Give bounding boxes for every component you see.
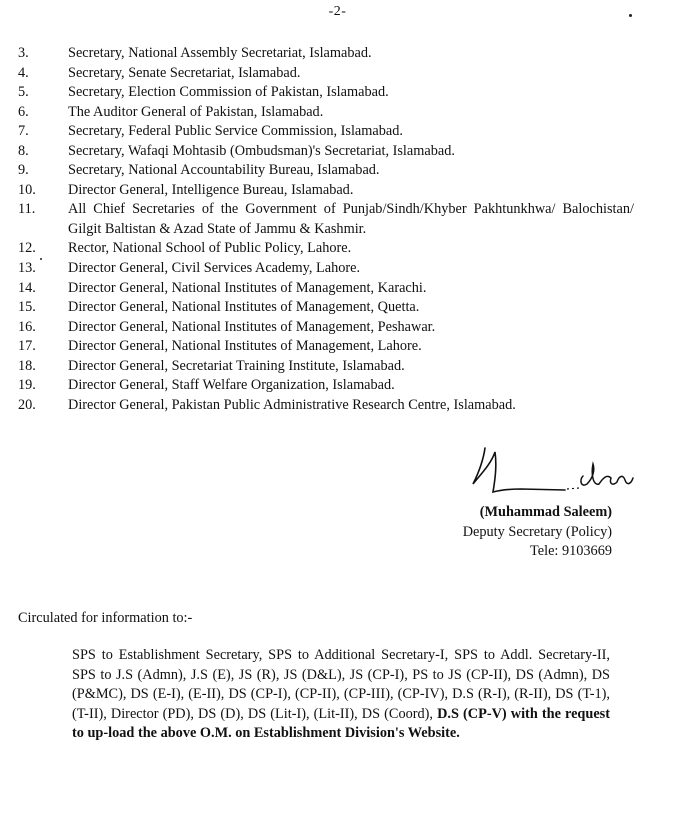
list-item	[18, 337, 658, 357]
signatory-designation: Deputy Secretary (Policy)	[462, 523, 612, 540]
list-item	[18, 142, 658, 162]
item-text: Director General, National Institutes of Management, Lahore.	[68, 338, 422, 355]
item-text: Director General, Intelligence Bureau, Islamabad.	[68, 181, 354, 198]
list-item	[18, 376, 658, 396]
list-item	[18, 298, 658, 318]
item-number: 10.	[18, 181, 36, 198]
list-item	[18, 318, 658, 338]
item-number: 15.	[18, 299, 36, 316]
item-text: Secretary, National Accountability Bureau, Islamabad.	[68, 162, 380, 179]
item-number: 13.	[18, 260, 36, 277]
item-text: Director General, National Institutes of Management, Quetta.	[68, 299, 420, 316]
list-item	[18, 103, 658, 123]
circulation-heading: Circulated for information to:-	[18, 610, 193, 626]
circulation-recipients: SPS to Establishment Secretary, SPS to Additional Secretary-I, SPS to Addl. Secretary-II, SPS to J.S (Admn), J.S (E), JS (R), JS (D&L), JS (CP-I), PS to JS (CP-II), DS (Admn), DS (P&MC), DS (E-I), (E-II), DS (CP-I), (CP-II), (CP-III), (CP-IV), D.S (R-I), (R-II), DS (T-1), (T-II), Director (PD), DS (D), DS (Lit-I), (Lit-II), DS (Coord),	[72, 647, 610, 722]
item-number: 20.	[18, 396, 36, 413]
item-number: 11.	[18, 201, 36, 218]
circulation-request: D.S (CP-V) with the request to up-load the above O.M. on Establishment Division's Website.	[72, 705, 610, 742]
item-text: Secretary, Election Commission of Pakistan, Islamabad.	[68, 84, 389, 101]
item-text: All Chief Secretaries of the Government of Punjab/Sindh/Khyber Pakhtunkhwa/ Balochistan/ Gilgit Baltistan & Azad State of Jammu & Kashmir.	[68, 201, 634, 237]
item-text: Secretary, Federal Public Service Commission, Islamabad.	[68, 123, 403, 140]
signature-block	[420, 503, 612, 562]
item-number: 8.	[18, 142, 29, 159]
item-text: Director General, National Institutes of Management, Peshawar.	[68, 318, 436, 335]
item-number: 3.	[18, 45, 29, 61]
page-number: -2-	[328, 4, 347, 19]
item-number: 7.	[18, 123, 29, 140]
item-number: 9.	[18, 162, 29, 179]
item-text: Rector, National School of Public Policy, Lahore.	[68, 240, 352, 257]
list-item	[18, 396, 658, 416]
item-text: Director General, Pakistan Public Administrative Research Centre, Islamabad.	[68, 396, 516, 413]
item-text: Director General, Civil Services Academy, Lahore.	[68, 260, 361, 277]
item-number: 14.	[18, 279, 36, 296]
item-number: 16.	[18, 318, 36, 335]
item-text: The Auditor General of Pakistan, Islamabad.	[68, 103, 324, 120]
signatory-phone: Tele: 9103669	[530, 543, 612, 559]
item-number: 18.	[18, 357, 36, 374]
list-item	[18, 44, 658, 64]
item-text: Director General, Secretariat Training Institute, Islamabad.	[68, 357, 405, 374]
list-item	[18, 161, 658, 181]
item-number: 6.	[18, 103, 29, 120]
list-item	[18, 83, 658, 103]
signatory-name: (Muhammad Saleem)	[479, 504, 612, 520]
list-item	[18, 64, 658, 84]
scan-speck	[629, 14, 632, 17]
distribution-list	[18, 44, 658, 415]
list-item	[18, 357, 658, 377]
item-text: Secretary, Senate Secretariat, Islamabad.	[68, 64, 301, 81]
item-text: Director General, Staff Welfare Organization, Islamabad.	[68, 377, 395, 394]
list-item	[18, 122, 658, 142]
circulation-body	[72, 646, 610, 744]
item-number: 19.	[18, 377, 36, 394]
list-item	[18, 259, 658, 279]
item-number: 12.	[18, 240, 36, 257]
item-number: 17.	[18, 338, 36, 355]
item-number: 5.	[18, 84, 29, 101]
list-item	[18, 239, 658, 259]
item-text: Director General, National Institutes of Management, Karachi.	[68, 279, 427, 296]
item-text: Secretary, National Assembly Secretariat, Islamabad.	[68, 45, 372, 61]
item-number: 4.	[18, 64, 29, 81]
handwritten-signature	[455, 440, 645, 500]
item-text: Secretary, Wafaqi Mohtasib (Ombudsman)'s Secretariat, Islamabad.	[68, 142, 455, 159]
list-item	[18, 200, 658, 239]
list-item	[18, 181, 658, 201]
list-item	[18, 279, 658, 299]
